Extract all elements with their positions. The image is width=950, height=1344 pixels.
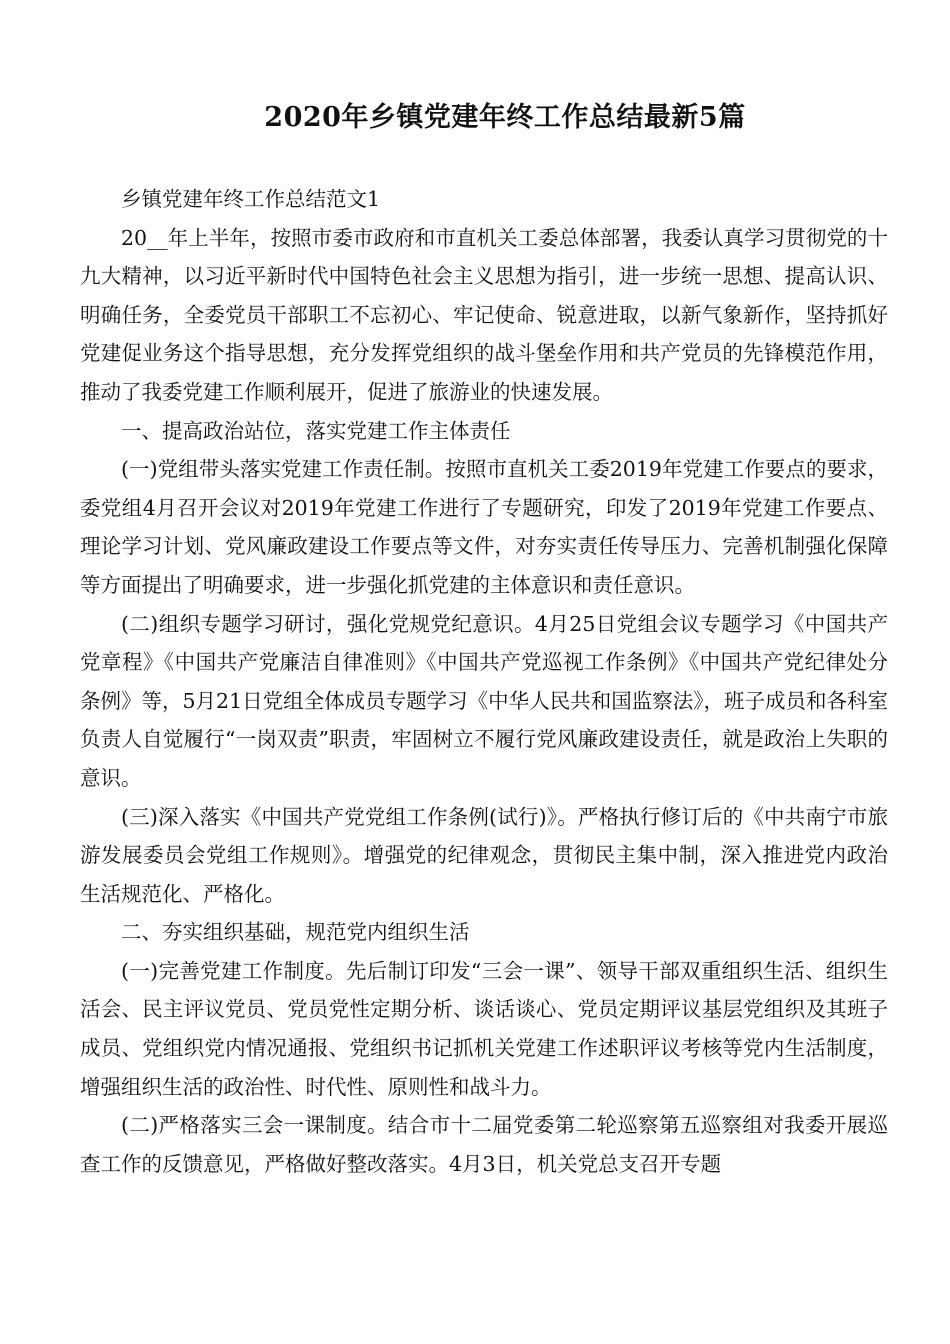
section-heading-2: 二、夯实组织基础，规范党内组织生活 [121, 920, 470, 945]
paragraph-1-2: (二)组织专题学习研讨，强化党规党纪意识。4月25日党组会议专题学习《中国共产党章程》《中国共产党廉洁自律准则》《中国共产党巡视工作条例》《中国共产党纪律处分条例》等，5月21日党组全体成员专题学习《中华人民共和国监察法》，班子成员和各科室负责人自觉履行“一岗双责”职责，牢固树立不履行党风廉政建设责任，就是政治上失职的意识。 [80, 611, 888, 790]
paragraph-1-1: (一)党组带头落实党建工作责任制。按照市直机关工委2019年党建工作要点的要求，委党组4月召开会议对2019年党建工作进行了专题研究，印发了2019年党建工作要点、理论学习计划、党风廉政建设工作要点等文件，对夯实责任传导压力、完善机制强化保障等方面提出了明确要求，进一步强化抓党建的主体意识和责任意识。 [80, 457, 888, 597]
paragraph-2-2: (二)严格落实三会一课制度。结合市十二届党委第二轮巡察第五巡察组对我委开展巡查工作的反馈意见，严格做好整改落实。4月3日，机关党总支召开专题 [80, 1113, 888, 1176]
paragraph-1-3: (三)深入落实《中国共产党党组工作条例(试行)》。严格执行修订后的《中共南宁市旅游发展委员会党组工作规则》。增强党的纪律观念，贯彻民主集中制，深入推进党内政治生活规范化、严格化。 [80, 804, 888, 906]
paragraph-2-1: (一)完善党建工作制度。先后制订印发“三会一课”、领导干部双重组织生活、组织生活会、民主评议党员、党员党性定期分析、谈话谈心、党员定期评议基层党组织及其班子成员、党组织党内情况通报、党组织书记抓机关党建工作述职评议考核等党内生活制度，增强组织生活的政治性、时代性、原则性和战斗力。 [80, 958, 888, 1099]
document-title: 2020年乡镇党建年终工作总结最新5篇 [264, 102, 746, 133]
section-heading-1: 一、提高政治站位，落实党建工作主体责任 [121, 418, 511, 443]
document-body [80, 180, 888, 1183]
paragraph-intro: 20__年上半年，按照市委市政府和市直机关工委总体部署，我委认真学习贯彻党的十九大精神，以习近平新时代中国特色社会主义思想为指引，进一步统一思想、提高认识、明确任务，全委党员干部职工不忘初心、牢记使命、锐意进取，以新气象新作，坚持抓好党建促业务这个指导思想，充分发挥党组织的战斗堡垒作用和共产党员的先锋模范作用，推动了我委党建工作顺利展开，促进了旅游业的快速发展。 [80, 225, 888, 404]
section-heading-sample-1: 乡镇党建年终工作总结范文1 [121, 187, 381, 211]
